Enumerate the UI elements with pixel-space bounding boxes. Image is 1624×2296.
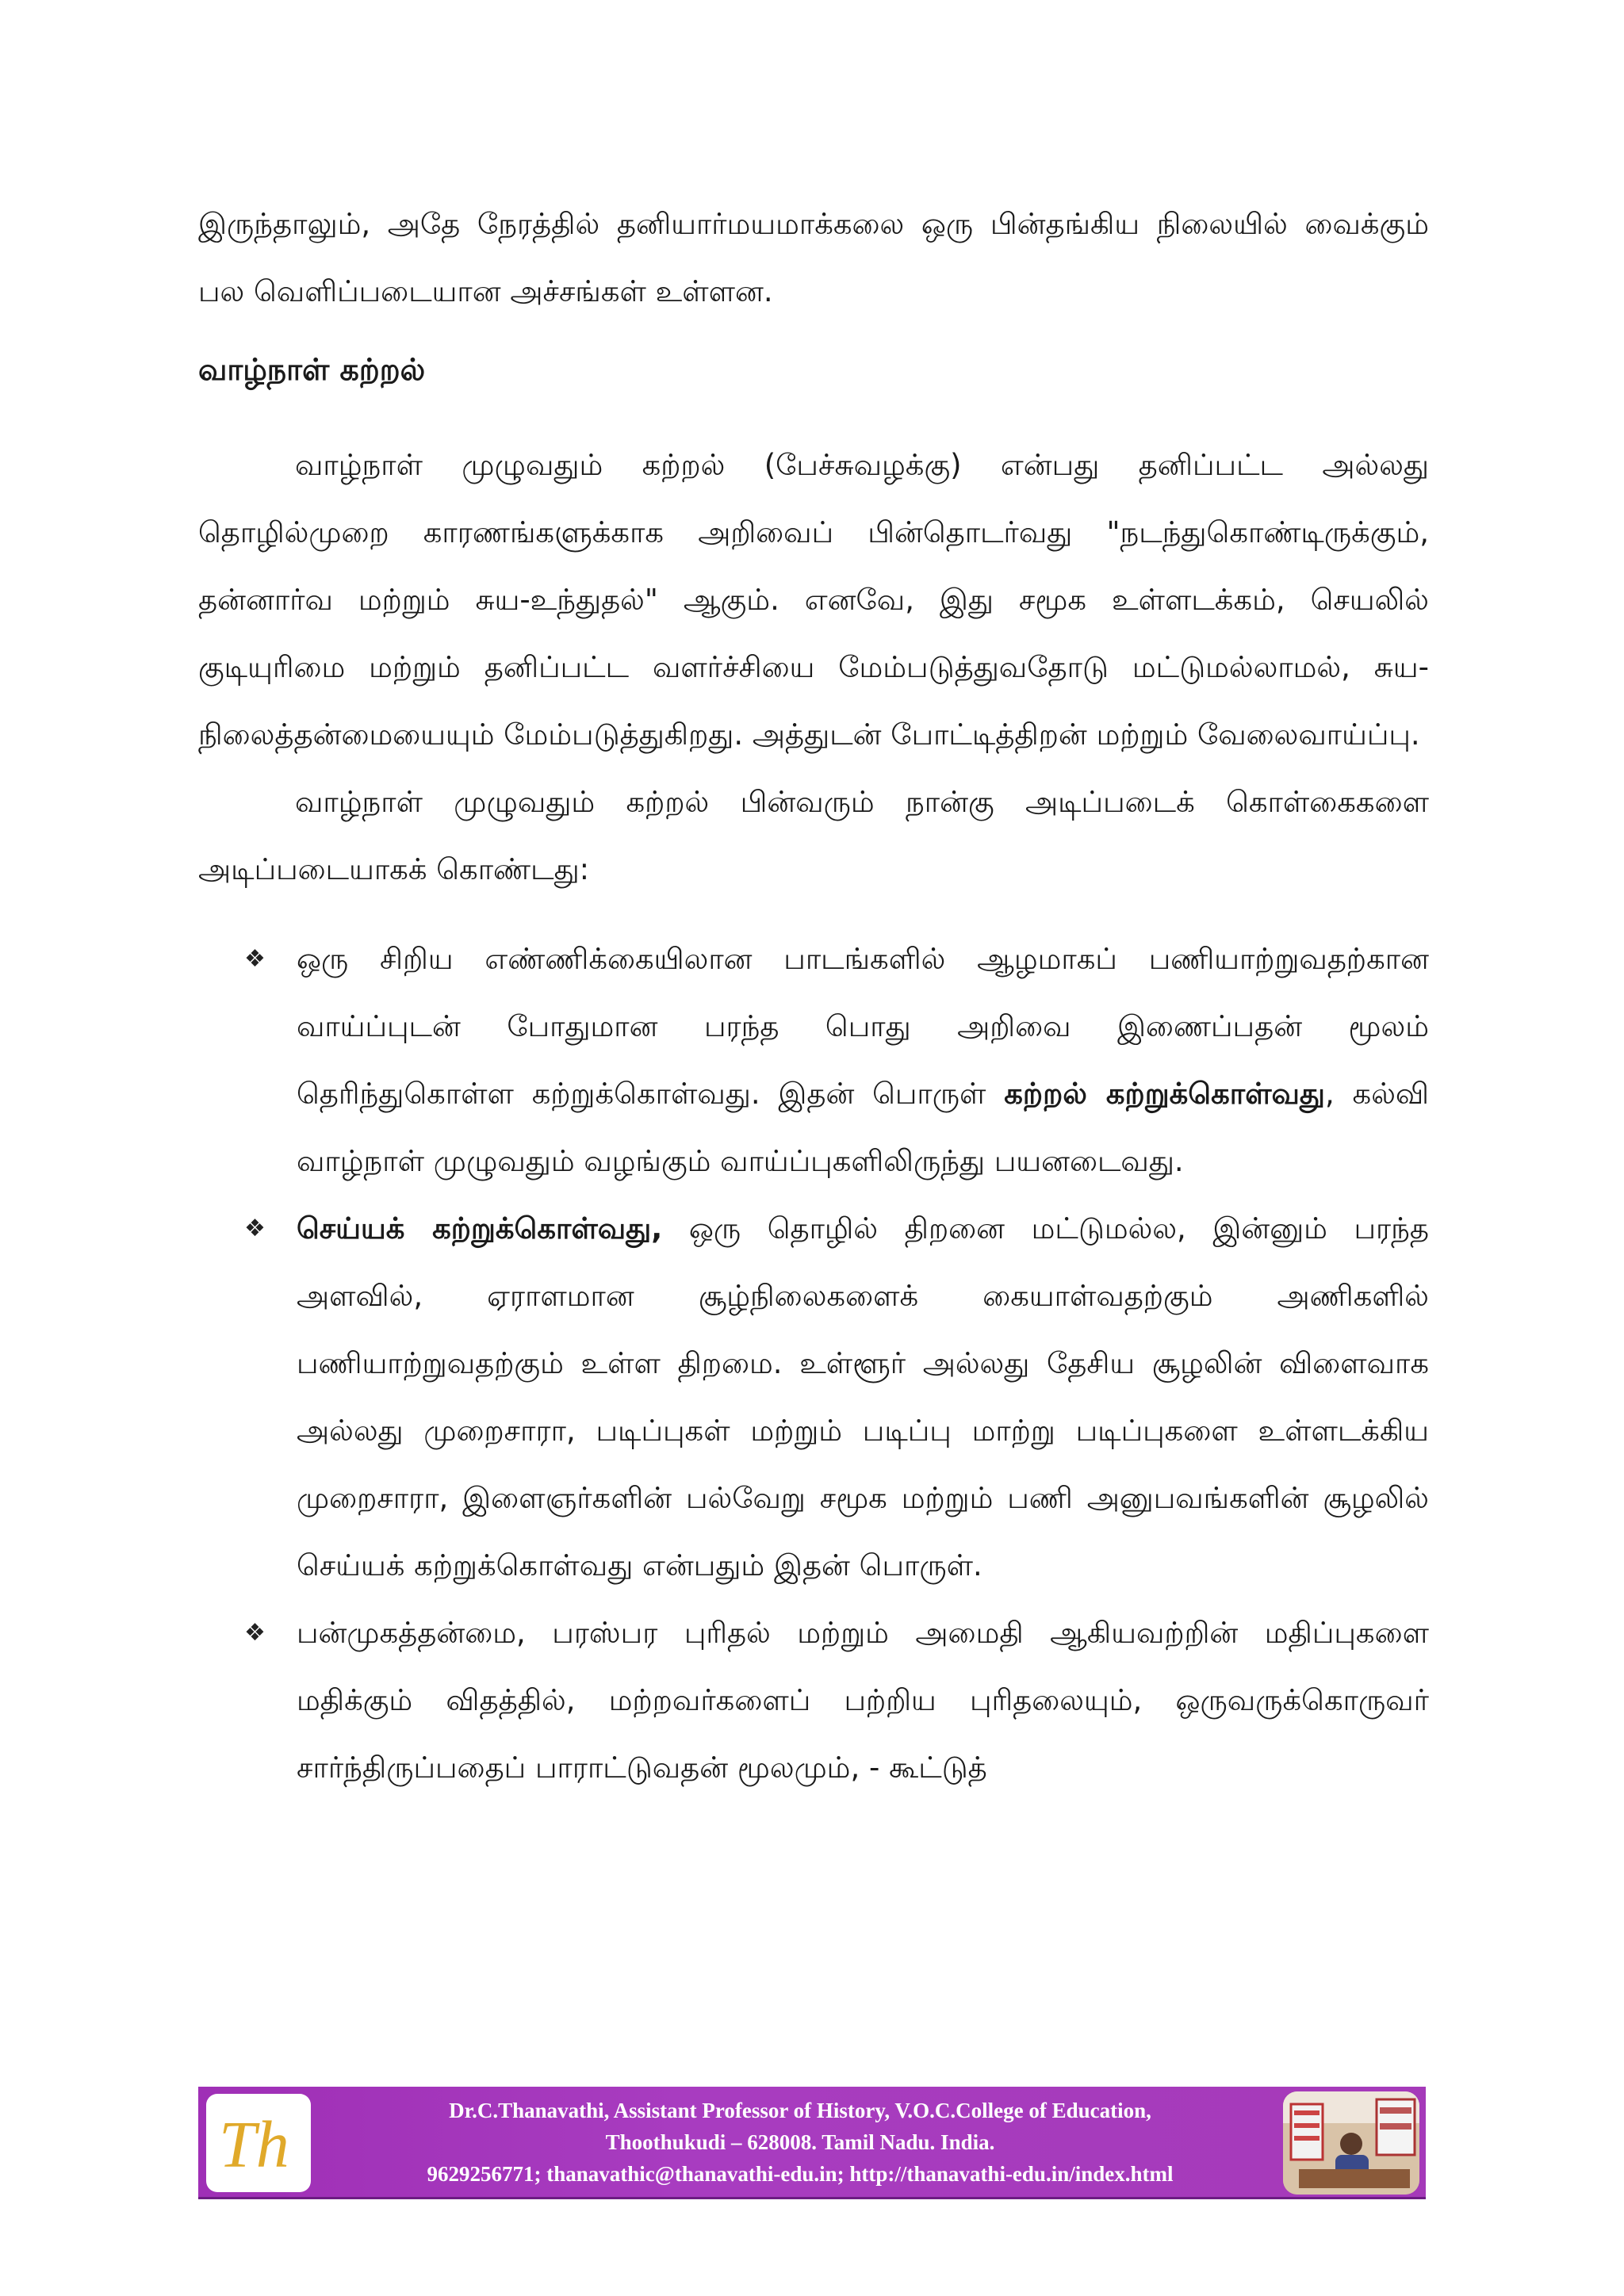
footer-line-2: Thoothukudi – 628008. Tamil Nadu. India. — [605, 2130, 995, 2154]
diamond-bullet-icon: ❖ — [244, 1619, 266, 1647]
paragraph-lifelong-learning-definition: வாழ்நாள் முழுவதும் கற்றல் (பேச்சுவழக்கு) என்பது தனிப்பட்ட அல்லது தொழில்முறை காரணங்களுக்காக அறிவைப் பின்தொடர்வது "நடந்துகொண்டிருக்கும், தன்னார்வ மற்றும் சுய-உந்துதல்" ஆகும். எனவே, இது சமூக உள்ளடக்கம், செயலில் குடியுரிமை மற்றும் தனிப்பட்ட வளர்ச்சியை மேம்படுத்துவதோடு மட்டுமல்லாமல், சுய-நிலைத்தன்மையையும் மேம்படுத்துகிறது. அத்துடன் போட்டித்திறன் மற்றும் வேலைவாய்ப்பு. — [198, 448, 1429, 752]
list-item-text: ஒரு சிறிய எண்ணிக்கையிலான பாடங்களில் ஆழமாகப் பணியாற்றுவதற்கான வாய்ப்புடன் போதுமான பரந்த பொது அறிவை இணைப்பதன் மூலம் தெரிந்துகொள்ள கற்றுக்கொள்வது. இதன் பொருள் கற்றல் கற்றுக்கொள்வது, கல்வி வாழ்நாள் முழுவதும் வழங்கும் வாய்ப்புகளிலிருந்து பயனடைவது. — [297, 942, 1430, 1178]
section-heading: வாழ்நாள் கற்றல் — [198, 352, 426, 387]
list-item-text: பன்முகத்தன்மை, பரஸ்பர புரிதல் மற்றும் அமைதி ஆகியவற்றின் மதிப்புகளை மதிக்கும் விதத்தில், மற்றவர்களைப் பற்றிய புரிதலையும், ஒருவருக்கொருவர் சார்ந்திருப்பதைப் பாராட்டுவதன் மூலமும், - கூட்டுத் — [297, 1616, 1429, 1785]
diamond-bullet-icon: ❖ — [244, 945, 266, 973]
list-item — [198, 1599, 1429, 1801]
list-item-text: செய்யக் கற்றுக்கொள்வது, ஒரு தொழில் திறனை மட்டுமல்ல, இன்னும் பரந்த அளவில், ஏராளமான சூழ்நிலைகளைக் கையாள்வதற்கும் அணிகளில் பணியாற்றுவதற்கும் உள்ள திறமை. உள்ளூர் அல்லது தேசிய சூழலின் விளைவாக அல்லது முறைசாரா, படிப்புகள் மற்றும் படிப்பு மாற்று படிப்புகளை உள்ளடக்கிய முறைசாரா, இளைஞர்களின் பல்வேறு சமூக மற்றும் பணி அனுபவங்களின் சூழலில் செய்யக் கற்றுக்கொள்வது என்பதும் இதன் பொருள். — [297, 1211, 1429, 1582]
footer-line-1: Dr.C.Thanavathi, Assistant Professor of History, V.O.C.College of Education, — [449, 2099, 1151, 2122]
author-photo — [1283, 2091, 1419, 2195]
svg-text:Th: Th — [219, 2108, 289, 2182]
page-body — [198, 190, 1429, 1801]
intro-paragraph: இருந்தாலும், அதே நேரத்தில் தனியார்மயமாக்கலை ஒரு பின்தங்கிய நிலையில் வைக்கும் பல வெளிப்படையான அச்சங்கள் உள்ளன. — [198, 207, 1429, 308]
diamond-bullet-icon: ❖ — [244, 1215, 266, 1242]
bold-phrase: செய்யக் கற்றுக்கொள்வது, — [297, 1211, 663, 1246]
list-item — [198, 925, 1429, 1195]
list-item — [198, 1195, 1429, 1599]
footer-line-3: 9629256771; thanavathic@thanavathi-edu.in; http://thanavathi-edu.in/index.html — [427, 2162, 1174, 2186]
principles-list — [198, 925, 1429, 1801]
paragraph-principles-intro: வாழ்நாள் முழுவதும் கற்றல் பின்வரும் நான்கு அடிப்படைக் கொள்கைகளை அடிப்படையாகக் கொண்டது: — [198, 785, 1429, 886]
bold-phrase: கற்றல் கற்றுக்கொள்வது — [1004, 1077, 1325, 1111]
footer-banner — [198, 2087, 1426, 2199]
footer-contact-text — [325, 2095, 1275, 2190]
th-logo-icon — [206, 2094, 311, 2192]
